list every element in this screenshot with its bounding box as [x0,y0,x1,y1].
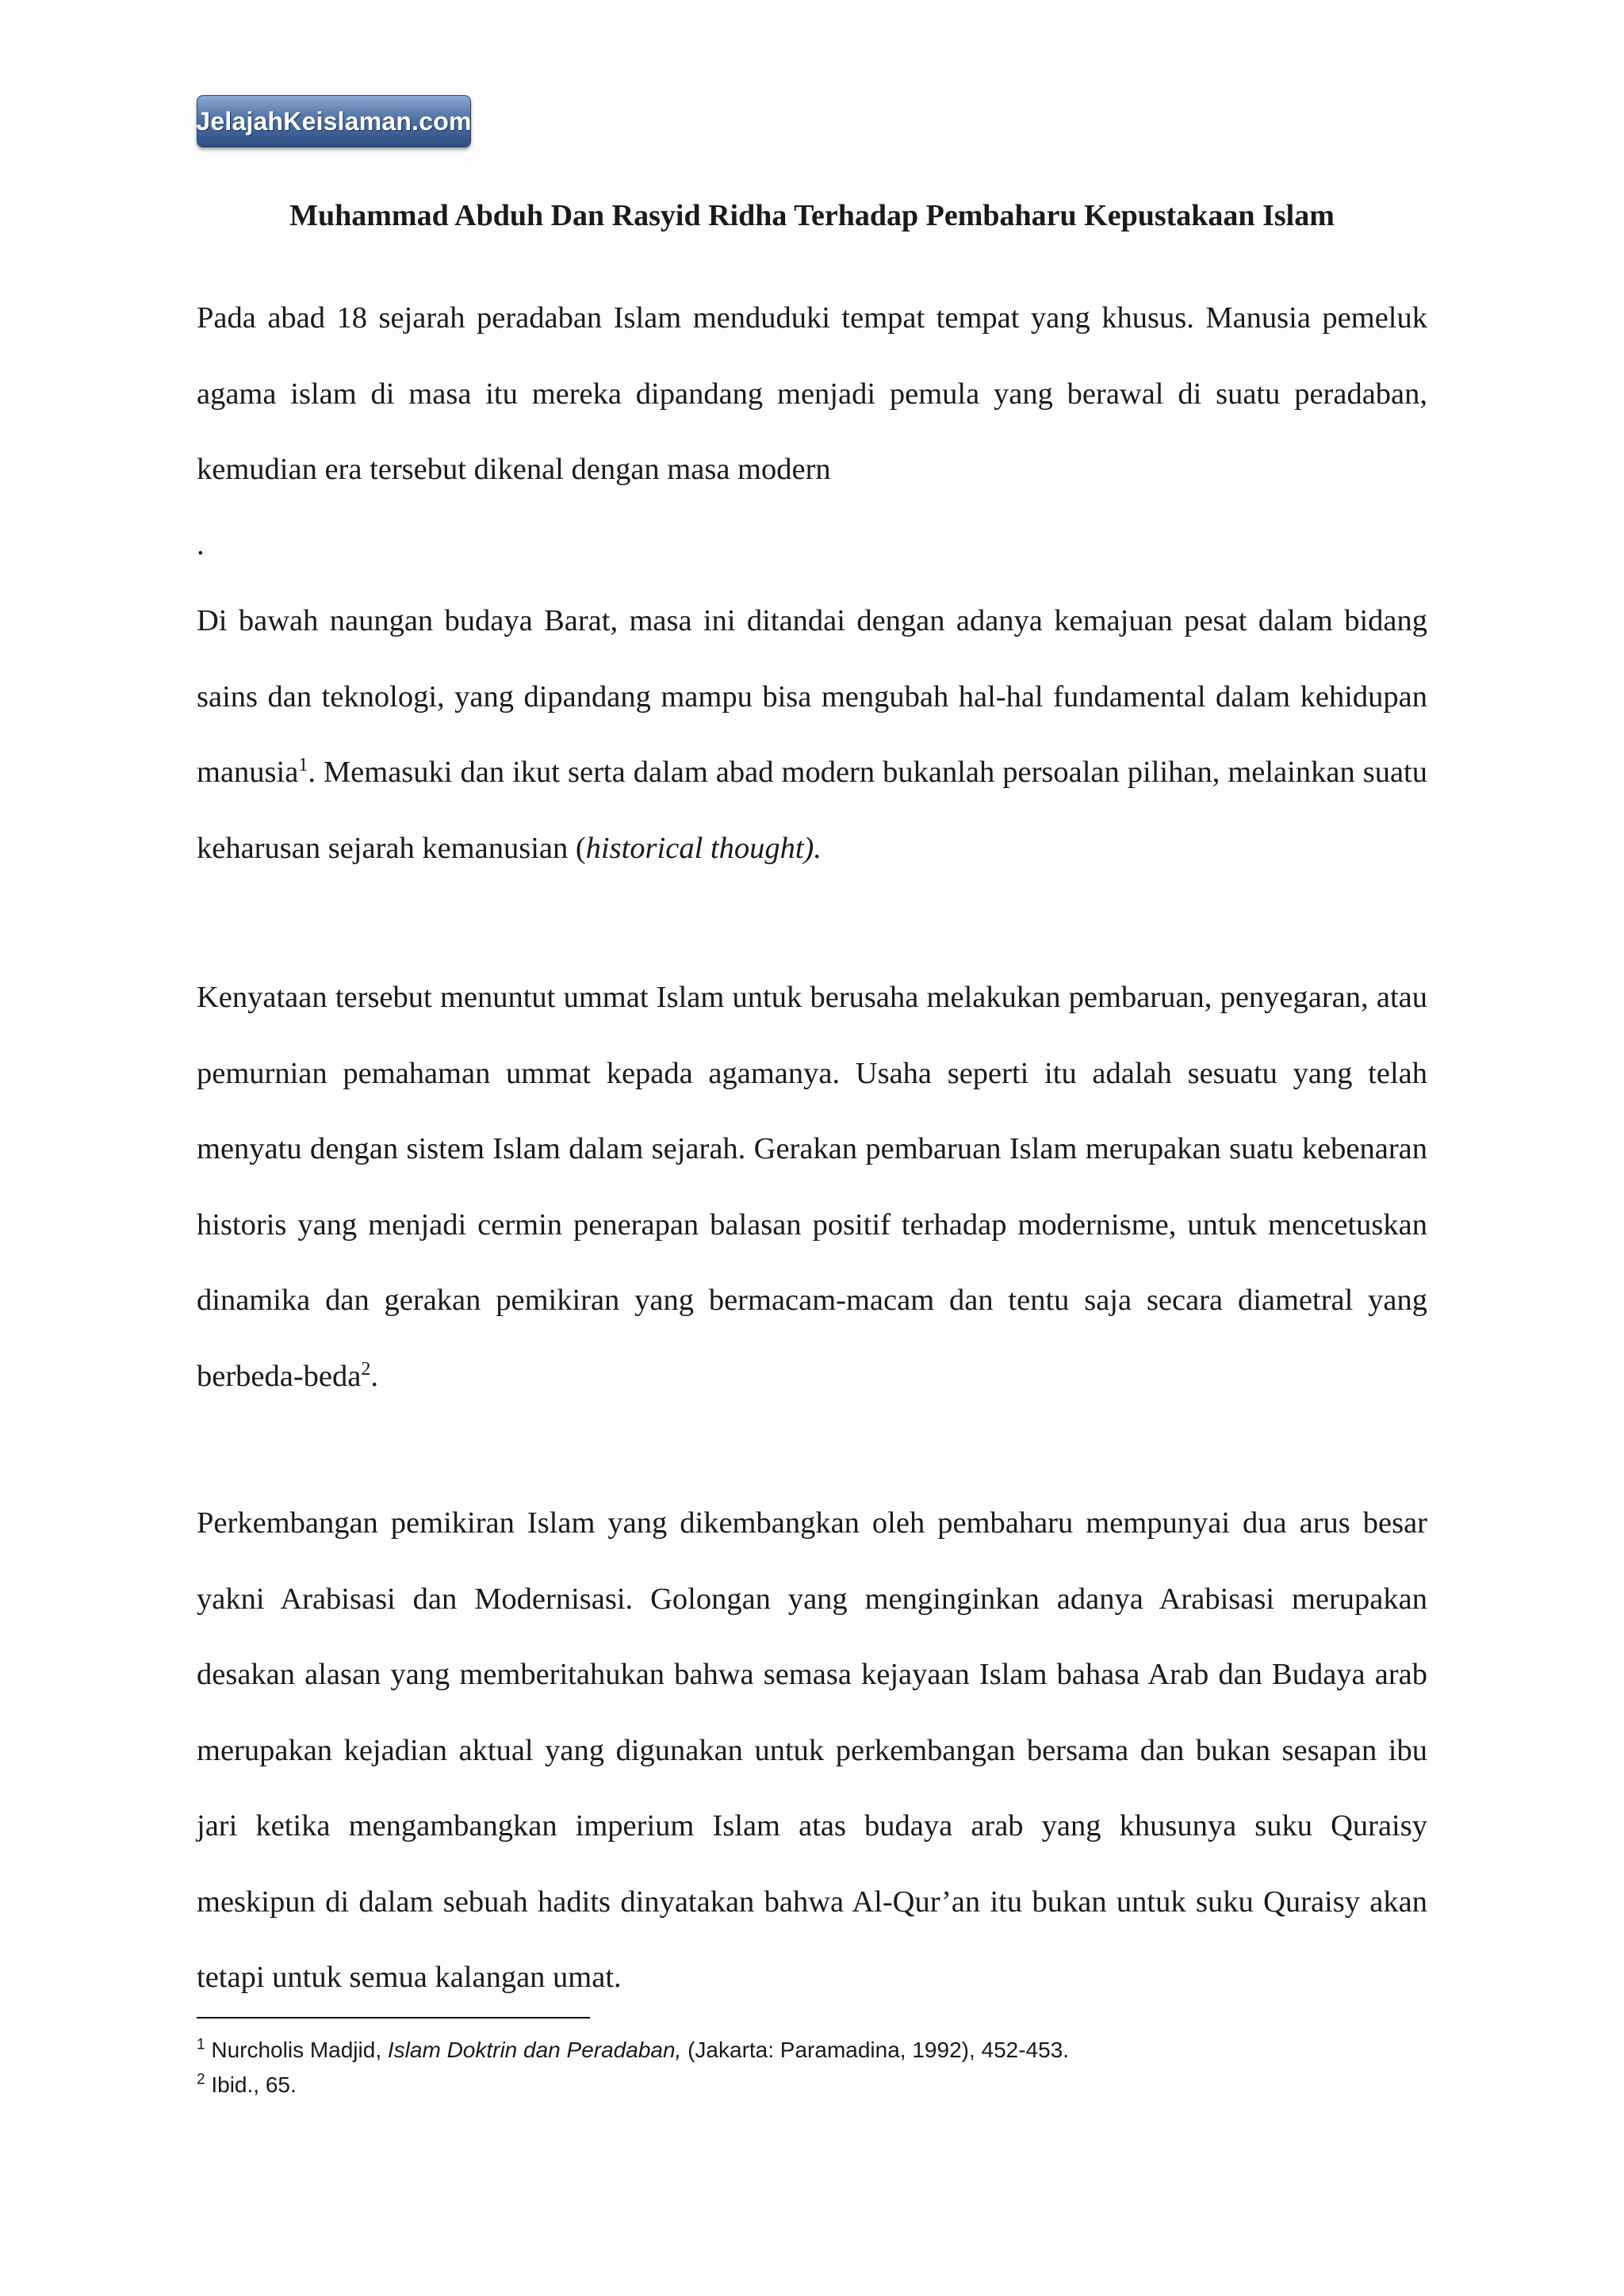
paragraph-2-italic: historical thought). [585,831,822,865]
paragraph-3 [197,960,1427,1414]
document-title: Muhammad Abduh Dan Rasyid Ridha Terhadap Pembaharu Kepustakaan Islam [289,199,1335,232]
paragraph-2 [197,584,1427,886]
footnote-ref-1[interactable]: 1 [298,755,308,776]
paragraph-2-text-b: . Memasuki dan ikut serta dalam abad modern bukanlah persoalan pilihan, melainkan suatu keharusan sejarah kemanusian ( [197,756,1427,865]
footnote-1-text-b: (Jakarta: Paramadina, 1992), 452-453. [681,2038,1070,2062]
paragraph-2-text-a: Di bawah naungan budaya Barat, masa ini ditandai dengan adanya kemajuan pesat dalam bidang sains dan teknologi, yang dipandang mampu bisa mengubah hal-hal fundamental dalam kehidupan manusia [197,604,1427,789]
footnote-2-number: 2 [197,2071,205,2088]
footnote-1-italic: Islam Doktrin dan Peradaban, [387,2038,682,2062]
paragraph-3-text-b: . [370,1359,378,1393]
footnote-1-text-a: Nurcholis Madjid, [211,2038,388,2062]
site-logo[interactable] [197,95,471,147]
footnote-1-number: 1 [197,2036,205,2053]
footnote-ref-2[interactable]: 2 [361,1358,371,1380]
footnote-1 [197,2034,1069,2066]
footnote-2 [197,2069,297,2101]
paragraph-4: Perkembangan pemikiran Islam yang dikembangkan oleh pembaharu mempunyai dua arus besar yakni Arabisasi dan Modernisasi. Golongan yang menginginkan adanya Arabisasi merupakan desakan alasan yang memberitahukan bahwa semasa kejayaan Islam bahasa Arab dan Budaya arab merupakan kejadian aktual yang digunakan untuk perkembangan bersama dan bukan sesapan ibu jari ketika mengambangkan imperium Islam atas budaya arab yang khusunya suku Quraisy meskipun di dalam sebuah hadits dinyatakan bahwa Al-Qur’an itu bukan untuk suku Quraisy akan tetapi untuk semua kalangan umat. [197,1506,1427,1994]
paragraph-3-text-a: Kenyataan tersebut menuntut ummat Islam untuk berusaha melakukan pembaruan, penyegaran, atau pemurnian pemahaman ummat kepada agamanya. Usaha seperti itu adalah sesuatu yang telah menyatu dengan sistem Islam dalam sejarah. Gerakan pembaruan Islam merupakan suatu kebenaran historis yang menjadi cermin penerapan balasan positif terhadap modernisme, untuk mencetuskan dinamika dan gerakan pemikiran yang bermacam-macam dan tentu saja secara diametral yang berbeda-beda [197,981,1427,1393]
paragraph-1: Pada abad 18 sejarah peradaban Islam menduduki tempat tempat yang khusus. Manusia pemeluk agama islam di masa itu mereka dipandang menjadi pemula yang berawal di suatu peradaban, kemudian era tersebut dikenal dengan masa modern [197,301,1427,486]
footnote-separator [197,2017,590,2019]
paragraph-1-dot: . [197,528,205,561]
footnote-2-text: Ibid., 65. [211,2072,297,2097]
site-logo-text: JelajahKeislaman.com [196,106,472,136]
